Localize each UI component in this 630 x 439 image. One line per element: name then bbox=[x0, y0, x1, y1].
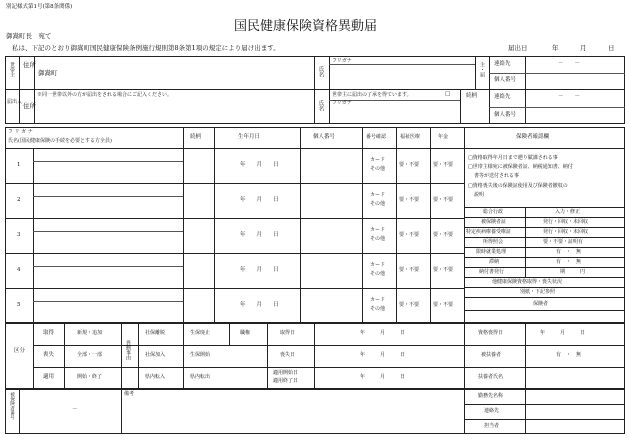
apply-start-label: 適用開始日 bbox=[273, 370, 299, 376]
insured-number-label: 被保険者番号 bbox=[9, 392, 15, 420]
date-label: 届出日 bbox=[508, 44, 528, 52]
notifier-label: 届出人 bbox=[7, 99, 23, 105]
check-item-cont: 書等が送付される事 bbox=[474, 173, 520, 179]
employer-label: 勤務先名称 bbox=[478, 393, 504, 399]
furigana-header: フ リ ガ ナ bbox=[8, 129, 33, 135]
row-other[interactable]: その他 bbox=[370, 201, 386, 207]
insurer-row-value[interactable]: 入力・修正 bbox=[555, 209, 581, 215]
householder-name-label: 氏名 bbox=[317, 66, 324, 77]
row-card[interactable]: カード bbox=[370, 157, 386, 163]
name-header: 氏名(国民健康保険の手続を必要とする方全員) bbox=[8, 138, 112, 144]
apply-options[interactable]: 開始・終了 bbox=[77, 374, 103, 380]
insurer-row-label: 総合行政 bbox=[483, 209, 504, 215]
acquisition-date-value[interactable]: 年 月 日 bbox=[360, 330, 406, 336]
insurer-row-value[interactable]: 有 ・ 無 bbox=[556, 259, 582, 265]
row-birth-date[interactable]: 年 月 日 bbox=[240, 232, 279, 238]
welfare-header: 福祉医療 bbox=[400, 134, 421, 140]
row-welfare[interactable]: 要・不要 bbox=[399, 162, 420, 168]
row-no: 5 bbox=[17, 302, 21, 308]
row-birth-date[interactable]: 年 月 日 bbox=[240, 302, 279, 308]
insurer-row-label: 滞納 bbox=[489, 259, 500, 265]
row-welfare[interactable]: 要・不要 bbox=[399, 302, 420, 308]
category-label: 区分 bbox=[14, 348, 26, 354]
number-check-header: 番号確認 bbox=[366, 134, 387, 140]
loss-date-label: 喪失日 bbox=[280, 352, 296, 358]
householder-address-value[interactable]: 御嵩町 bbox=[38, 69, 58, 77]
insurer-label: 保険者 bbox=[533, 301, 549, 307]
row-other[interactable]: その他 bbox=[370, 166, 386, 172]
insurer-row-label: 特定疾病療養受療証 bbox=[466, 229, 512, 235]
notifier-name-label: 氏名 bbox=[317, 100, 324, 111]
insurer-check-header: 保険者確認欄 bbox=[516, 134, 550, 140]
insurer-row-value[interactable]: 発行・回収・未回収 bbox=[543, 219, 589, 225]
row-birth-date[interactable]: 年 月 日 bbox=[240, 162, 279, 168]
householder-furigana: フリガナ bbox=[332, 58, 352, 64]
notifier-personal-no-label: 個人番号 bbox=[494, 112, 517, 118]
insurer-row-value[interactable]: 発行・回収・未回収 bbox=[543, 229, 589, 235]
other-insurance-label: 他健康保険資格取得・喪失状況 bbox=[492, 279, 563, 285]
apply-date-value[interactable]: 年 月 日 bbox=[360, 374, 406, 380]
notifier-relation-label: 続柄 bbox=[466, 93, 478, 99]
insured-number-value[interactable]: － bbox=[72, 407, 78, 413]
remarks-label: 備考 bbox=[124, 391, 135, 397]
acquisition-date-label: 取得日 bbox=[280, 330, 296, 336]
householder-address-label: 住所 bbox=[23, 61, 36, 69]
notifier-name-note: 世帯主に届出の了承を得ています。 bbox=[332, 92, 412, 98]
row-welfare[interactable]: 要・不要 bbox=[399, 197, 420, 203]
intro-text: 私は、下記のとおり御嵩町国民健康保険条例施行規則第8条第1項の規定により届け出ます。 bbox=[12, 44, 280, 52]
reason-option[interactable]: 社保離脱 bbox=[145, 330, 166, 336]
reason-option[interactable]: 県内転出 bbox=[190, 374, 211, 380]
row-other[interactable]: その他 bbox=[370, 271, 386, 277]
householder-contact-value[interactable]: － － bbox=[558, 61, 581, 67]
dependent-label: 被扶養者 bbox=[481, 352, 502, 358]
row-card[interactable]: カード bbox=[370, 262, 386, 268]
householder-relation-mark: 主・届 bbox=[479, 62, 485, 77]
form-number: 別記様式第1号(第8条関係) bbox=[6, 4, 73, 10]
birth-header: 生年月日 bbox=[238, 134, 261, 140]
householder-label: 世帯主 bbox=[9, 62, 15, 77]
insurer-row-label: 納付書発行 bbox=[479, 269, 505, 275]
addressee: 御嵩町長 宛て bbox=[6, 32, 52, 40]
remarks-block bbox=[5, 389, 625, 434]
apply-label: 適用 bbox=[43, 374, 55, 380]
other-insurance-value[interactable]: 別紙・下記参照 bbox=[520, 289, 556, 295]
row-birth-date[interactable]: 年 月 日 bbox=[240, 267, 279, 273]
row-pension[interactable]: 要・不要 bbox=[433, 162, 454, 168]
notifier-consent-checkbox[interactable]: □ bbox=[445, 91, 451, 97]
insurer-row-label: 被保険者証 bbox=[481, 219, 507, 225]
insurer-row-label: 所得照会 bbox=[483, 239, 504, 245]
row-no: 3 bbox=[17, 232, 21, 238]
insurer-row-value[interactable]: 期 円 bbox=[560, 269, 586, 275]
row-card[interactable]: カード bbox=[370, 227, 386, 233]
person-in-charge-label: 担当者 bbox=[484, 423, 500, 429]
apply-end-label: 適用終了日 bbox=[273, 378, 299, 384]
householder-block bbox=[5, 56, 625, 124]
acquisition-options[interactable]: 新規・追加 bbox=[77, 330, 103, 336]
loss-options[interactable]: 全部・一部 bbox=[77, 352, 103, 358]
date-unit-day: 日 bbox=[608, 44, 615, 52]
row-pension[interactable]: 要・不要 bbox=[433, 267, 454, 273]
notifier-address-note: ※同一世帯以外の方が届出をされる場合にご記入ください。 bbox=[37, 92, 173, 98]
reason-option[interactable]: 社保加入 bbox=[145, 352, 166, 358]
loss-label: 喪失 bbox=[43, 352, 55, 358]
row-welfare[interactable]: 要・不要 bbox=[399, 232, 420, 238]
insurer-row-value[interactable]: 要・不要・証明有 bbox=[543, 239, 584, 245]
householder-contact-label: 連絡先 bbox=[494, 61, 511, 67]
check-item[interactable]: □資格取得年月日まで遡り賦課される事 bbox=[468, 155, 558, 161]
insurer-row-value[interactable]: 有 ・ 無 bbox=[556, 249, 582, 255]
reason-option[interactable]: 職権 bbox=[240, 330, 251, 336]
row-card[interactable]: カード bbox=[370, 192, 386, 198]
qualification-date-label: 資格喪得日 bbox=[478, 330, 504, 336]
row-other[interactable]: その他 bbox=[370, 306, 386, 312]
loss-date-value[interactable]: 年 月 日 bbox=[360, 352, 406, 358]
dependent-value[interactable]: 有 ・ 無 bbox=[556, 352, 582, 358]
dependent-name-label: 扶養者氏名 bbox=[478, 374, 504, 380]
reason-option[interactable]: 生保開始 bbox=[190, 352, 211, 358]
notifier-contact-label: 連絡先 bbox=[494, 94, 511, 100]
row-pension[interactable]: 要・不要 bbox=[433, 197, 454, 203]
page-title: 国民健康保険資格異動届 bbox=[234, 19, 378, 34]
insurer-row-label: 限時就業処理 bbox=[476, 249, 507, 255]
contact-label: 連絡先 bbox=[484, 408, 500, 414]
row-pension[interactable]: 要・不要 bbox=[433, 232, 454, 238]
row-card[interactable]: カード bbox=[370, 297, 386, 303]
check-item[interactable]: □世帯主様宛に被保険者証、納税通知書、納付 bbox=[468, 164, 573, 170]
row-birth-date[interactable]: 年 月 日 bbox=[240, 197, 279, 203]
reason-option[interactable]: 県内転入 bbox=[145, 374, 166, 380]
pension-header: 年金 bbox=[438, 134, 449, 140]
row-other[interactable]: その他 bbox=[370, 236, 386, 242]
row-pension[interactable]: 要・不要 bbox=[433, 302, 454, 308]
date-unit-year: 年 bbox=[552, 44, 559, 52]
row-no: 1 bbox=[17, 162, 21, 168]
row-no: 2 bbox=[17, 197, 21, 203]
reason-option[interactable]: 生保廃止 bbox=[190, 330, 211, 336]
row-no: 4 bbox=[17, 267, 21, 273]
personal-no-header: 個人番号 bbox=[313, 134, 336, 140]
relation-header: 続柄 bbox=[190, 134, 202, 140]
qualification-date-value[interactable]: 年 月 日 bbox=[540, 330, 586, 336]
change-reason-label: 異動事由 bbox=[125, 340, 131, 360]
householder-personal-no-label: 個人番号 bbox=[494, 77, 517, 83]
check-item[interactable]: □資格喪失後の保険証使用及び保険者撤収の bbox=[468, 183, 568, 189]
check-item-cont: 説明 bbox=[474, 192, 485, 198]
notifier-furigana: フリガナ bbox=[332, 100, 352, 106]
notifier-contact-value[interactable]: － － bbox=[558, 94, 581, 100]
notifier-address-label: 住所 bbox=[23, 102, 36, 110]
date-unit-month: 月 bbox=[580, 44, 587, 52]
acquisition-label: 取得 bbox=[43, 330, 55, 336]
row-welfare[interactable]: 要・不要 bbox=[399, 267, 420, 273]
